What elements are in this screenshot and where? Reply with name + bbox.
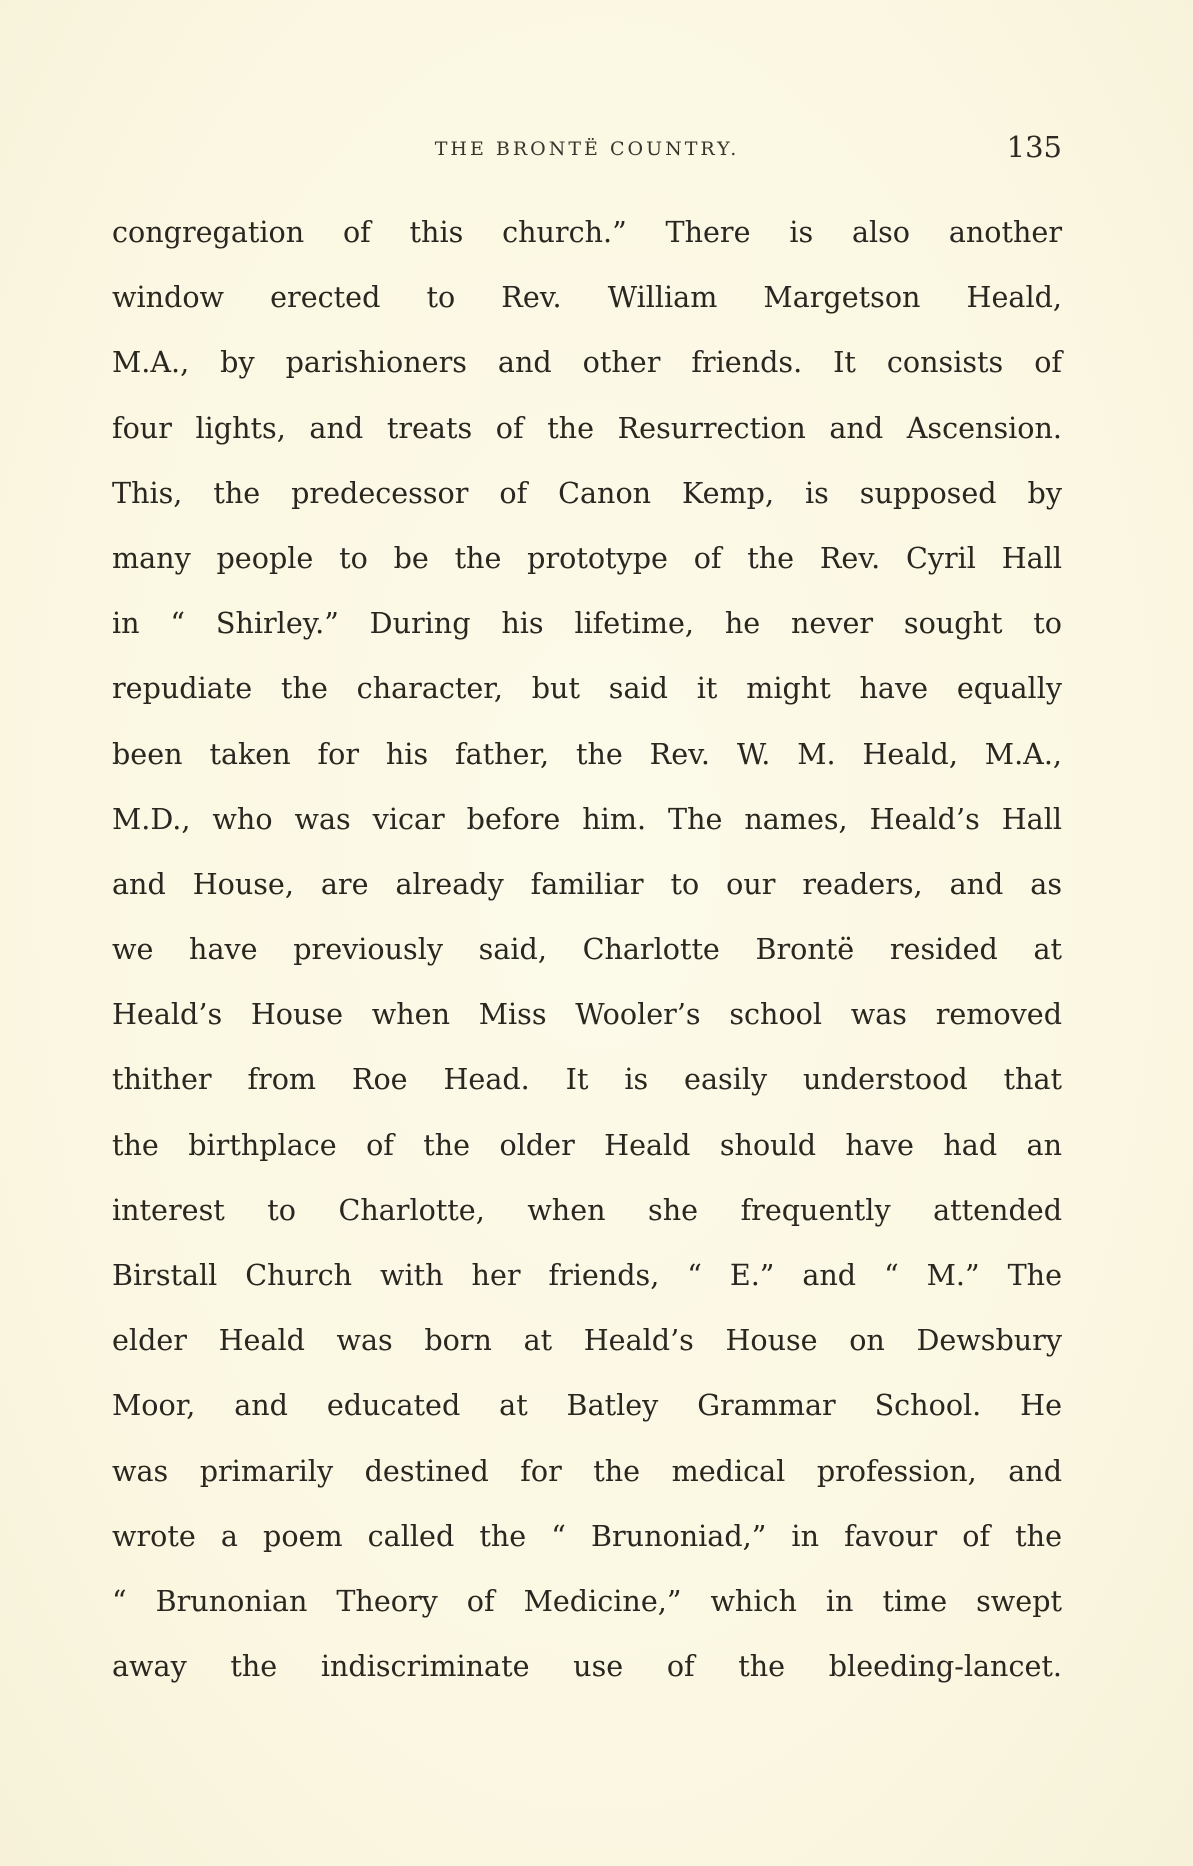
text-line: Birstall Church with her friends, “ E.” and “ M.” The xyxy=(112,1258,1062,1292)
text-line: interest to Charlotte, when she frequently attended xyxy=(112,1192,1062,1227)
running-title: THE BRONTË COUNTRY. xyxy=(434,138,740,160)
body-text xyxy=(112,200,1062,1699)
text-line: and House, are already familiar to our readers, and as xyxy=(112,866,1062,901)
text-line: repudiate the character, but said it might have equally xyxy=(112,671,1062,706)
text-line: window erected to Rev. William Margetson Heald, xyxy=(112,280,1062,315)
text-line: in “ Shirley.” During his lifetime, he never sought to xyxy=(112,606,1062,641)
text-line: wrote a poem called the “ Brunoniad,” in favour of the xyxy=(112,1518,1062,1553)
text-line: Heald’s House when Miss Wooler’s school was removed xyxy=(112,997,1062,1032)
text-line: Moor, and educated at Batley Grammar School. He xyxy=(112,1388,1062,1423)
text-line: the birthplace of the older Heald should have had an xyxy=(112,1127,1062,1162)
text-line: “ Brunonian Theory of Medicine,” which in time swept xyxy=(112,1583,1062,1618)
text-line: M.D., who was vicar before him. The names, Heald’s Hall xyxy=(112,801,1062,836)
text-line: This, the predecessor of Canon Kemp, is supposed by xyxy=(112,475,1062,510)
text-line: thither from Roe Head. It is easily understood that xyxy=(112,1062,1062,1097)
text-line: been taken for his father, the Rev. W. M. Heald, M.A., xyxy=(112,736,1062,771)
text-line: many people to be the prototype of the Rev. Cyril Hall xyxy=(112,540,1062,575)
text-line: M.A., by parishioners and other friends. It consists of xyxy=(112,345,1062,380)
page-number: 135 xyxy=(1006,130,1062,164)
text-line: we have previously said, Charlotte Brontë resided at xyxy=(112,932,1062,967)
text-line: elder Heald was born at Heald’s House on Dewsbury xyxy=(112,1323,1062,1358)
text-line: four lights, and treats of the Resurrection and Ascension. xyxy=(112,410,1062,445)
text-line: congregation of this church.” There is also another xyxy=(112,215,1062,249)
text-line: was primarily destined for the medical profession, and xyxy=(112,1453,1062,1488)
running-head xyxy=(112,130,1062,170)
text-line: away the indiscriminate use of the bleeding-lancet. xyxy=(112,1649,1062,1684)
